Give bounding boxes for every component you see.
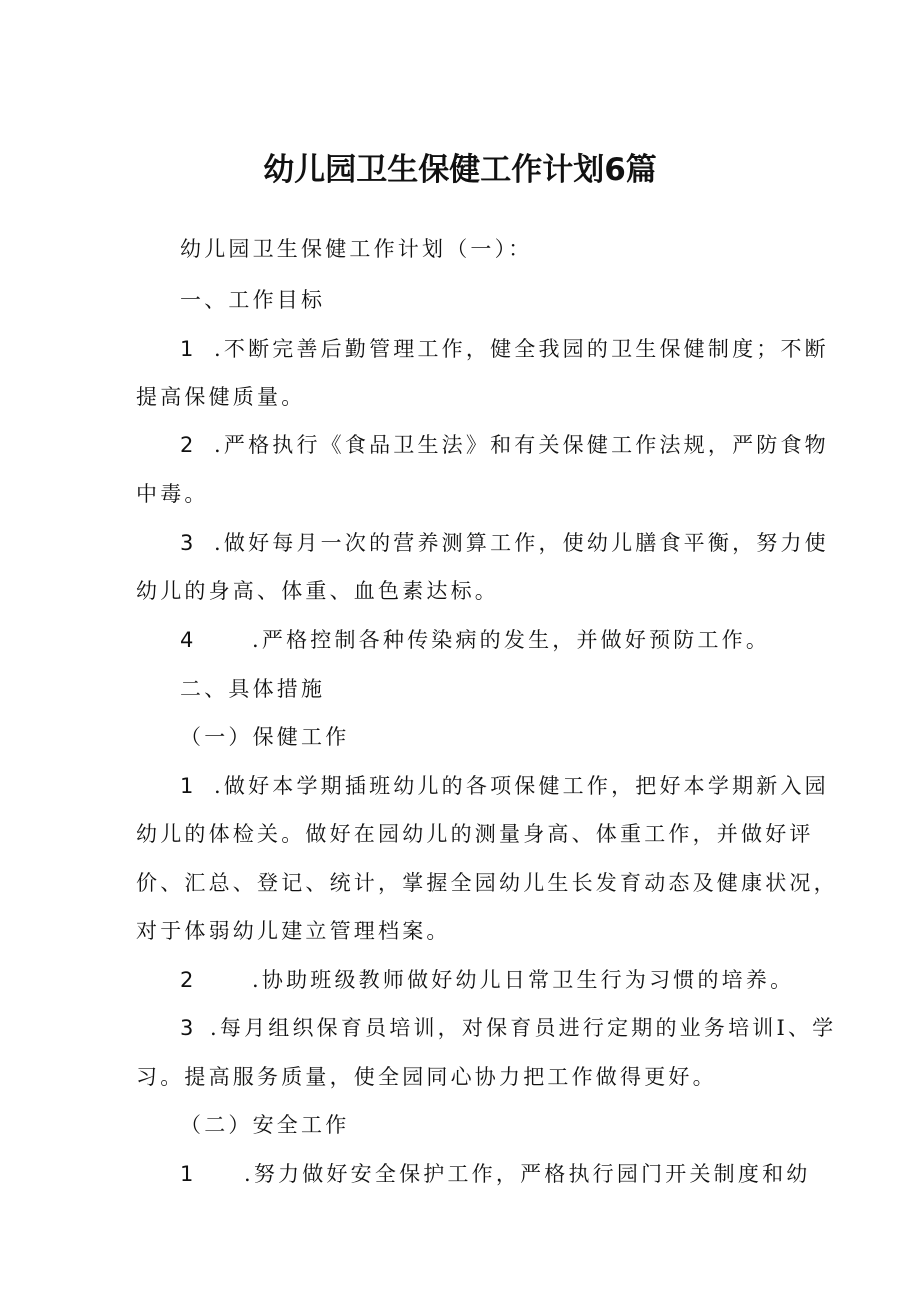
- item-number: 1: [180, 1162, 194, 1186]
- paragraph-line: 价、汇总、登记、统计，掌握全园幼儿生长发育动态及健康状况，: [136, 871, 838, 895]
- paragraph-line: 中毒。: [136, 482, 209, 506]
- paragraph-line: 提高保健质量。: [136, 385, 306, 409]
- paragraph-line: 2 .严格执行《食品卫生法》和有关保健工作法规，严防食物: [180, 430, 829, 460]
- item-number: 3: [180, 1016, 194, 1040]
- section-heading: 一、工作目标: [180, 288, 326, 312]
- item-number: 2: [180, 433, 194, 457]
- paragraph-line: 幼儿的体检关。做好在园幼儿的测量身高、体重工作，并做好评: [136, 822, 814, 846]
- paragraph-line: 幼儿的身高、体重、血色素达标。: [136, 579, 499, 603]
- paragraph-line: 1 .努力做好安全保护工作，严格执行园门开关制度和幼: [180, 1159, 810, 1189]
- paragraph-line: 3 .每月组织保育员培训，对保育员进行定期的业务培训I、学: [180, 1013, 836, 1043]
- subsection-heading: （二）安全工作: [180, 1113, 350, 1137]
- item-number: 4: [180, 628, 194, 652]
- paragraph-line: 1 .不断完善后勤管理工作，健全我园的卫生保健制度；不断: [180, 334, 829, 364]
- item-number: 3: [180, 531, 194, 555]
- paragraph-line: 4 .严格控制各种传染病的发生，并做好预防工作。: [180, 625, 770, 655]
- paragraph-line: 1 .做好本学期插班幼儿的各项保健工作，把好本学期新入园: [180, 771, 829, 801]
- subsection-heading: （一）保健工作: [180, 725, 350, 749]
- paragraph-line: 对于体弱幼儿建立管理档案。: [136, 919, 451, 943]
- paragraph-line: 2 .协助班级教师做好幼儿日常卫生行为习惯的培养。: [180, 965, 794, 995]
- item-number: 2: [180, 968, 194, 992]
- item-number: 1: [180, 774, 194, 798]
- paragraph-line: 3 .做好每月一次的营养测算工作，使幼儿膳食平衡，努力使: [180, 528, 829, 558]
- paragraph-line: 习。提高服务质量，使全园同心协力把工作做得更好。: [136, 1065, 717, 1089]
- paragraph-line: 幼儿园卫生保健工作计划（一）：: [180, 237, 533, 261]
- item-number: 1: [180, 337, 194, 361]
- document-title: 幼儿园卫生保健工作计划6篇: [263, 152, 657, 188]
- section-heading: 二、具体措施: [180, 677, 326, 701]
